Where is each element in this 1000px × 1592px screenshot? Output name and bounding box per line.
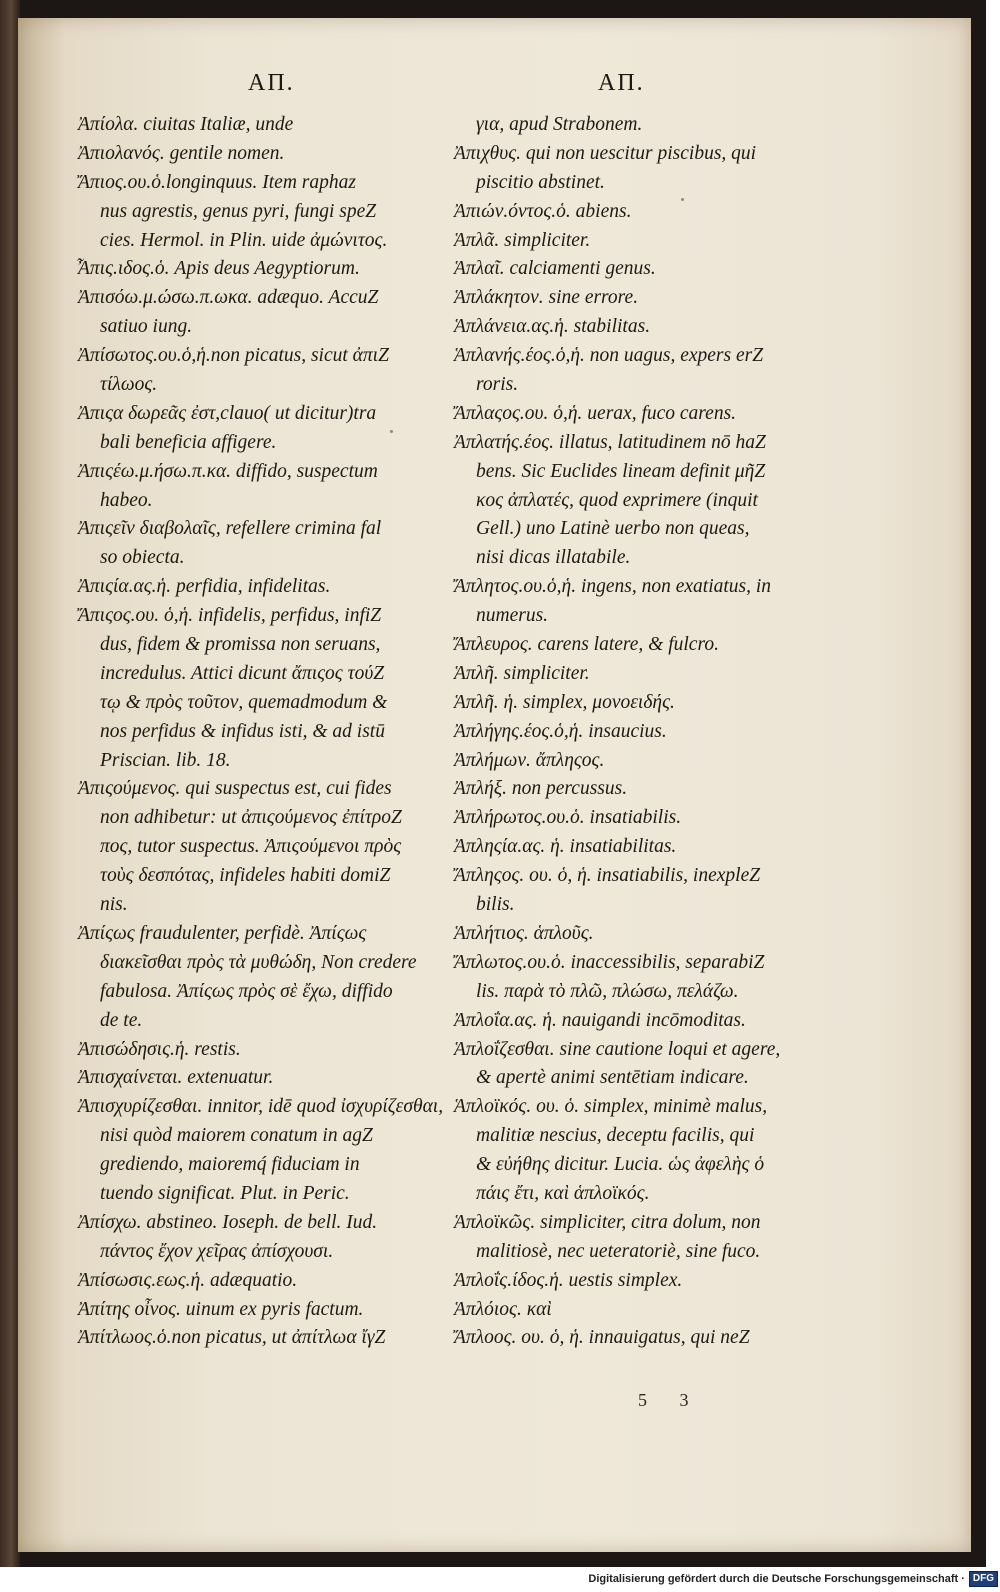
right-column-line: Ἄπληςος. ου. ὁ, ἡ. insatiabilis, inexpleZ — [454, 865, 761, 887]
right-column-line: Ἁπλῆ. ἡ. simplex, μονοειδής. — [454, 691, 675, 713]
digitization-text: Digitalisierung gefördert durch die Deutsche Forschungsgemeinschaft · — [588, 1573, 965, 1585]
left-column-line: Ἀπισχυρίζεσθαι. innitor, idē quod ἰσχυρίζεσθαι, — [78, 1096, 444, 1118]
running-head-left: ΑΠ. — [248, 70, 295, 96]
signature-mark: 5 3 — [638, 1390, 703, 1410]
left-column-line: non adhibetur: ut ἀπιςούμενος ἐπίτροZ — [100, 807, 402, 829]
right-column-line: Ἁπλοϊκῶς. simpliciter, citra dolum, non — [454, 1211, 761, 1233]
digitization-credit — [588, 1570, 998, 1588]
left-column-line: Ἀπίτης οἶνος. uinum ex pyris factum. — [78, 1298, 364, 1320]
right-column-line: Ἁπλοϊκός. ου. ὁ. simplex, minimè malus, — [454, 1096, 768, 1118]
right-column-line: nisi dicas illatabile. — [476, 547, 631, 569]
right-column-line: Ἁπλήτιος. ἁπλοῦς. — [454, 922, 594, 944]
right-column-line: bilis. — [476, 894, 515, 916]
right-column-line: Ἁπλοΐς.ίδος.ἡ. uestis simplex. — [454, 1269, 683, 1291]
left-column-line: nisi quòd maiorem conatum in agZ — [100, 1125, 373, 1147]
left-column-line: Ἀπισώδησις.ἡ. restis. — [78, 1038, 241, 1060]
left-column-line: Ἀπιςα δωρεᾶς ἐστ,clauo( ut dicitur)tra — [78, 402, 377, 424]
right-column-line: πάις ἔτι, καὶ ἁπλοϊκός. — [476, 1182, 650, 1204]
right-column-line: Ἁπλαῖ. calciamenti genus. — [454, 258, 656, 280]
right-column-line: για, apud Strabonem. — [476, 114, 643, 135]
right-column-line: Ἀπληςία.ας. ἡ. insatiabilitas. — [454, 836, 677, 858]
right-column-line: Ἀπιχθυς. qui non uescitur piscibus, qui — [454, 142, 757, 164]
book-edge — [0, 0, 20, 1567]
book-page — [18, 18, 971, 1552]
dust-speck — [681, 198, 684, 201]
left-column-line: Ἆπις.ιδος.ὁ. Apis deus Aegyptiorum. — [78, 258, 360, 280]
right-column-line: Ἀπλήγης.έος.ὁ,ἡ. insaucius. — [454, 720, 667, 742]
right-column-line: Ἄπλωτος.ου.ὁ. inaccessibilis, separabiZ — [454, 951, 765, 973]
right-column-line: Ἀπλήμων. ἄπληςος. — [454, 749, 605, 771]
right-column-line: piscitio abstinet. — [476, 171, 605, 193]
left-column-line: satiuo iung. — [100, 316, 193, 338]
left-column-line: tuendo significat. Plut. in Peric. — [100, 1182, 350, 1204]
left-column-line: Ἀπιςούμενος. qui suspectus est, cui fides — [78, 778, 392, 800]
left-column-line: Ἀπίσωσις.εως.ἡ. adæquatio. — [78, 1269, 298, 1291]
left-column — [78, 111, 444, 1353]
left-column-line: fabulosa. Ἀπίςως πρὸς σὲ ἔχω, diffido — [100, 980, 393, 1002]
left-column-line: τοὺς δεσπότας, infideles habiti domiZ — [100, 865, 391, 887]
right-column-line: roris. — [476, 374, 519, 396]
left-column-line: πος, tutor suspectus. Ἀπιςούμενοι πρὸς — [100, 836, 402, 858]
right-column — [454, 111, 804, 1353]
left-column-line: διακεῖσθαι πρὸς τὰ μυθώδη, Non credere — [100, 951, 417, 973]
right-column-line: lis. παρὰ τὸ πλῶ, πλώσω, πελάζω. — [476, 980, 739, 1002]
left-column-line: Priscian. lib. 18. — [100, 749, 231, 771]
left-column-line: grediendo, maioremq́ fiduciam in — [100, 1154, 360, 1176]
left-column-line: nos perfidus & infidus isti, & ad istū — [100, 720, 385, 742]
left-column-line: Ἀπισχαίνεται. extenuatur. — [78, 1067, 274, 1089]
right-column-line: Ἄπλητος.ου.ὁ,ἡ. ingens, non exatiatus, in — [454, 576, 772, 598]
right-column-line: Ἀπλατής.έος. illatus, latitudinem nō haZ — [454, 431, 766, 453]
right-column-line: Ἀπιών.όντος.ὁ. abiens. — [454, 200, 632, 222]
right-column-line: Ἁπλᾶ. simpliciter. — [454, 229, 591, 251]
left-column-line: Ἀπιολανός. gentile nomen. — [78, 142, 285, 164]
left-column-line: τῳ & πρὸς τοῦτον, quemadmodum & — [100, 691, 388, 713]
left-column-line: Ἀπίτλωος.ὁ.non picatus, ut ἀπίτλωα ἴγZ — [78, 1327, 386, 1349]
right-column-line: Ἁπλῆ. simpliciter. — [454, 662, 590, 684]
left-column-line: Ἀπίολα. ciuitas Italiæ, unde — [78, 114, 294, 135]
left-column-line: Ἀπιςεῖν διαβολαῖς, refellere crimina fal — [78, 518, 382, 540]
right-column-line: malitiæ nescius, deceptu facilis, qui — [476, 1125, 755, 1147]
left-column-line: dus, fidem & promissa non seruans, — [100, 634, 381, 656]
left-column-line: τίλωος. — [100, 374, 158, 396]
left-column-line: nus agrestis, genus pyri, fungi speZ — [100, 200, 377, 222]
right-column-line: Ἀπλοΐα.ας. ἡ. nauigandi incōmoditas. — [454, 1009, 746, 1031]
running-head-right: ΑΠ. — [598, 70, 645, 96]
left-column-line: Ἄπιςος.ου. ὁ,ἡ. infidelis, perfidus, infiZ — [78, 605, 382, 627]
right-column-line: Gell.) uno Latinè uerbo non queas, — [476, 518, 750, 540]
right-column-line: & εὐήθης dicitur. Lucia. ὡς ἀφελὴς ὁ — [476, 1154, 765, 1176]
right-column-line: Ἁπλοΐζεσθαι. sine cautione loqui et agere, — [454, 1038, 781, 1060]
right-column-line: Ἁπλάνεια.ας.ἡ. stabilitas. — [454, 316, 651, 338]
left-column-line: Ἀπισόω.μ.ώσω.π.ωκα. adæquo. AccuZ — [78, 287, 379, 309]
dust-speck — [390, 430, 393, 433]
left-column-line: cies. Hermol. in Plin. uide ἀμώνιτος. — [100, 229, 388, 251]
left-column-line: πάντος ἔχον χεῖρας ἀπίσχουσι. — [100, 1240, 334, 1262]
left-column-line: de te. — [100, 1009, 143, 1031]
right-column-line: Ἁπλόιος. καὶ — [454, 1298, 552, 1320]
left-column-line: Ἀπίσωτος.ου.ὁ,ἡ.non picatus, sicut ἀπιZ — [78, 345, 389, 367]
right-column-line: numerus. — [476, 605, 549, 627]
left-column-line: Ἄπιος.ου.ὁ.longinquus. Item raphaz — [78, 171, 356, 193]
left-column-line: Ἀπίςως fraudulenter, perfidè. Ἀπίςως — [78, 922, 367, 944]
right-column-line: Ἄπλαςος.ου. ὁ,ἡ. uerax, fuco carens. — [454, 402, 737, 424]
left-column-line: so obiecta. — [100, 547, 185, 569]
left-column-line: Ἀπιςέω.μ.ήσω.π.κα. diffido, suspectum — [78, 460, 378, 482]
right-column-line: Ἄπλοος. ου. ὁ, ἡ. innauigatus, qui neZ — [454, 1327, 750, 1349]
dfg-logo: DFG — [969, 1571, 998, 1587]
right-column-line: Ἀπλήξ. non percussus. — [454, 778, 628, 800]
right-column-line: & apertè animi sentētiam indicare. — [476, 1067, 749, 1089]
left-column-line: incredulus. Attici dicunt ἄπιςος τούZ — [100, 662, 385, 684]
right-column-line: malitiosè, nec ueteratoriè, sine fuco. — [476, 1240, 761, 1262]
right-column-line: κος ἀπλατές, quod exprimere (inquit — [476, 489, 758, 511]
right-column-line: Ἀπλήρωτος.ου.ὁ. insatiabilis. — [454, 807, 682, 829]
left-column-line: bali beneficia affigere. — [100, 431, 277, 453]
left-column-line: Ἀπίσχω. abstineo. Ioseph. de bell. Iud. — [78, 1211, 378, 1233]
right-column-line: Ἁπλάκητον. sine errore. — [454, 287, 639, 309]
right-column-line: bens. Sic Euclides lineam definit μῆZ — [476, 460, 766, 482]
left-column-line: habeo. — [100, 489, 153, 511]
left-column-line: nis. — [100, 894, 128, 916]
left-column-line: Ἀπιςία.ας.ἡ. perfidia, infidelitas. — [78, 576, 331, 598]
right-column-line: Ἁπλανής.έος.ὁ,ἡ. non uagus, expers erZ — [454, 345, 764, 367]
right-column-line: Ἄπλευρος. carens latere, & fulcro. — [454, 634, 719, 656]
